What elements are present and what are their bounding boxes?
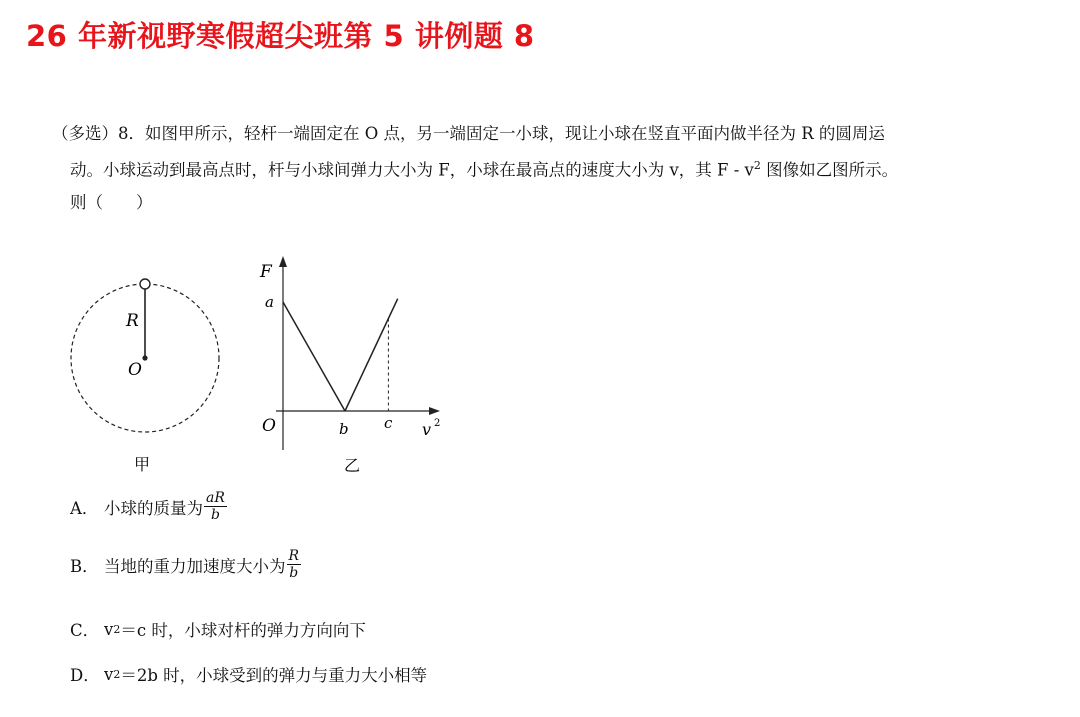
option-c[interactable] <box>70 617 366 641</box>
y-axis-arrow <box>279 256 287 267</box>
option-b-denominator: b <box>289 565 299 581</box>
option-a[interactable] <box>70 490 227 523</box>
origin-label: O <box>262 416 276 436</box>
x-axis-label: v <box>422 420 432 439</box>
option-a-denominator: b <box>210 507 220 523</box>
option-a-numerator: aR <box>206 490 225 506</box>
b-label: b <box>339 420 349 438</box>
question-line-3: 则（ ） <box>70 192 153 212</box>
question-text-2b: 图像如乙图所示。 <box>760 160 899 180</box>
x-axis-arrow <box>429 407 440 415</box>
figure-jia-caption: 甲 <box>134 455 151 474</box>
question-line-2 <box>52 150 1062 187</box>
option-b[interactable] <box>70 548 301 581</box>
question-line-1 <box>52 118 1062 150</box>
figure-diagrams <box>60 250 460 480</box>
figure-yi <box>259 256 440 475</box>
option-c-letter: C． <box>70 621 100 640</box>
option-b-letter: B． <box>70 556 99 576</box>
option-b-fraction <box>287 548 302 581</box>
option-d-superscript: 2 <box>113 667 121 681</box>
option-d-letter: D． <box>70 666 100 685</box>
option-a-fraction <box>204 490 227 523</box>
option-c-superscript: 2 <box>113 622 121 636</box>
page-banner-title: 26 年新视野寒假超尖班第 5 讲例题 8 <box>26 19 535 53</box>
figure-jia <box>71 279 219 474</box>
graph-segment-ascending <box>345 299 398 411</box>
small-ball <box>140 279 150 289</box>
figure-yi-caption: 乙 <box>344 456 361 475</box>
option-b-numerator: R <box>288 548 300 564</box>
graph-segment-descending <box>283 302 345 411</box>
option-d-text: ＝2b 时，小球受到的弹力与重力大小相等 <box>120 666 428 685</box>
option-a-letter: A． <box>70 498 99 518</box>
question-superscript: 2 <box>753 159 761 172</box>
pivot-point <box>142 355 147 360</box>
option-a-text: 小球的质量为 <box>104 498 203 518</box>
y-axis-label: F <box>260 262 272 282</box>
c-label: c <box>384 414 393 432</box>
question-tag: （多选）8． <box>52 124 145 143</box>
a-label: a <box>265 293 274 311</box>
question-stem <box>52 118 1062 219</box>
x-axis-superscript: 2 <box>434 418 441 429</box>
option-d-var: v <box>104 664 114 684</box>
option-b-text: 当地的重力加速度大小为 <box>104 556 286 576</box>
option-d[interactable] <box>70 662 427 686</box>
question-text-2a: 动。小球运动到最高点时，杆与小球间弹力大小为 F，小球在最高点的速度大小为 v，其 F - v <box>70 160 754 180</box>
radius-label: R <box>126 311 139 331</box>
option-c-text: ＝c 时，小球对杆的弹力方向向下 <box>120 621 366 640</box>
question-text-1: 如图甲所示，轻杆一端固定在 O 点，另一端固定一小球，现让小球在竖直平面内做半径为 R 的圆周运 <box>145 124 885 143</box>
option-c-var: v <box>104 619 114 639</box>
pivot-label: O <box>128 360 142 380</box>
